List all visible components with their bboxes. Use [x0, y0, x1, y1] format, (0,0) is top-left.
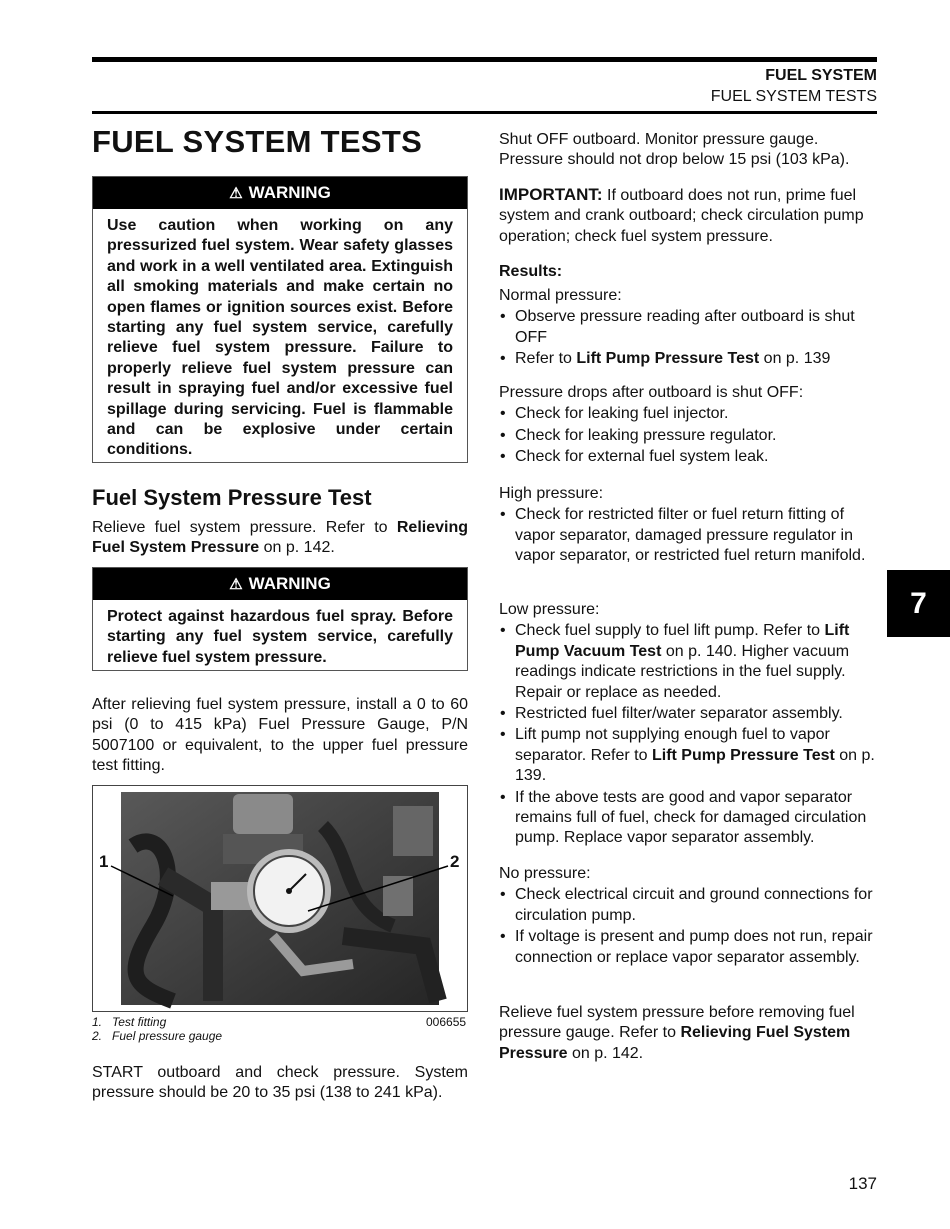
shutoff-paragraph: Shut OFF outboard. Monitor pressure gauge. Pressure should not drop below 15 psi (103 kPa). [499, 131, 850, 169]
item-text: on p. 139. [515, 746, 875, 785]
warning-box-2 [92, 567, 468, 671]
relieve-link[interactable]: Relieving Fuel System Pressure [92, 519, 468, 557]
low-pressure-list [499, 621, 877, 848]
list-item [499, 349, 877, 369]
low-pressure-block [499, 600, 877, 849]
list-item: • Observe pressure reading after outboard is shut OFF [499, 307, 877, 348]
high-pressure-block [499, 484, 877, 567]
figure-number: 006655 [426, 1015, 467, 1029]
top-rule [92, 57, 877, 62]
page-number: 137 [848, 1174, 877, 1193]
lift-pump-pressure-link[interactable]: Lift Pump Pressure Test [651, 746, 835, 764]
warning-triangle-icon: ⚠ [229, 576, 243, 593]
relieve-paragraph [92, 518, 468, 559]
item-text: Check fuel supply to fuel lift pump. Refer to [515, 622, 825, 640]
figure-photo [92, 785, 468, 1012]
page-title: FUEL SYSTEM TESTS [92, 124, 423, 159]
pressure-drops-label: Pressure drops after outboard is shut OFF: [499, 384, 804, 401]
list-item [499, 725, 877, 786]
no-pressure-block [499, 864, 877, 968]
pressure-drops-list [499, 404, 877, 467]
callout-1: 1 [99, 852, 109, 871]
warning-triangle-icon: ⚠ [229, 185, 243, 202]
figure-caption-1: 1. Test fitting [92, 1015, 167, 1029]
relieve-tail: on p. 142. [259, 539, 335, 557]
item-text: Lift pump not supplying enough fuel to vapor separator. Refer to [515, 726, 830, 764]
final-text: Relieve fuel system pressure before removing fuel pressure gauge. Refer to [499, 1004, 855, 1042]
warning-label: WARNING [248, 574, 331, 593]
item-text: Refer to [515, 350, 577, 368]
normal-pressure-block [499, 286, 877, 370]
warning-header [93, 568, 467, 600]
warning-label: WARNING [248, 183, 331, 202]
start-paragraph: START outboard and check pressure. System pressure should be 20 to 35 psi (138 to 241 kPa). [92, 1064, 468, 1102]
normal-pressure-label: Normal pressure: [499, 287, 622, 304]
item-text: on p. 139 [759, 350, 831, 368]
chapter-tab[interactable]: 7 [887, 570, 950, 637]
item-text: on p. 140. Higher vacuum readings indicate restrictions in the fuel supply. Repair or replace as needed. [515, 642, 850, 701]
lift-pump-pressure-link[interactable]: Lift Pump Pressure Test [576, 350, 760, 368]
important-text: If outboard does not run, prime fuel system and crank outboard; check circulation pump operation; check fuel system pressure. [499, 187, 864, 245]
header-subsection: FUEL SYSTEM TESTS [710, 88, 877, 105]
list-item: • Check for restricted filter or fuel return fitting of vapor separator, damaged pressure regulator in vapor separator, or restricted fuel return manifold. [499, 505, 877, 566]
final-paragraph [499, 1003, 877, 1064]
list-item: • If voltage is present and pump does not run, repair connection or replace vapor separator assembly. [499, 927, 877, 968]
no-pressure-list [499, 885, 877, 968]
important-paragraph [499, 185, 877, 247]
list-item: • Check electrical circuit and ground connections for circulation pump. [499, 885, 877, 926]
pressure-drops-block [499, 383, 877, 468]
callout-2: 2 [450, 852, 460, 871]
list-item: • Check for leaking pressure regulator. [499, 426, 877, 446]
header-rule [92, 111, 877, 114]
install-paragraph: After relieving fuel system pressure, install a 0 to 60 psi (0 to 415 kPa) Fuel Pressure Gauge, P/N 5007100 or equivalent, to the upper fuel pressure test fitting. [92, 696, 468, 775]
normal-pressure-list [499, 307, 877, 369]
list-item [499, 621, 877, 703]
warning-header [93, 177, 467, 209]
list-item: • Check for leaking fuel injector. [499, 404, 877, 424]
important-label: IMPORTANT: [499, 185, 603, 204]
low-pressure-label: Low pressure: [499, 601, 600, 618]
results-heading: Results: [499, 263, 563, 280]
list-item: • Check for external fuel system leak. [499, 447, 877, 467]
relieving-pressure-link[interactable]: Relieving Fuel System Pressure [499, 1024, 851, 1062]
high-pressure-label: High pressure: [499, 485, 604, 502]
list-item: • If the above tests are good and vapor separator remains full of fuel, check for damaged circulation pump. Replace vapor separator assembly. [499, 788, 877, 849]
figure-caption-2: 2. Fuel pressure gauge [92, 1029, 223, 1043]
header-section: FUEL SYSTEM [765, 67, 877, 84]
warning-box-1 [92, 176, 468, 463]
high-pressure-list [499, 505, 877, 566]
final-tail: on p. 142. [567, 1044, 644, 1062]
warning-text: Use caution when working on any pressurized fuel system. Wear safety glasses and work in a well ventilated area. Extinguish all smoking materials and make certain no open flames or ignition sources exist. Before starting any fuel system service, carefully relieve fuel system pressure. Failure to properly relieve fuel system pressure can result in spraying fuel and/or excessive fuel spillage during servicing. Fuel is flammable and can be explosive under certain conditions. [107, 217, 453, 459]
lift-pump-vacuum-link[interactable]: Lift Pump Vacuum Test [515, 622, 850, 660]
no-pressure-label: No pressure: [499, 865, 591, 882]
section-heading: Fuel System Pressure Test [92, 485, 372, 510]
list-item: • Restricted fuel filter/water separator assembly. [499, 704, 877, 724]
warning-text: Protect against hazardous fuel spray. Before starting any fuel system service, carefully relieve fuel system pressure. [107, 608, 453, 666]
relieve-text: Relieve fuel system pressure. Refer to [92, 519, 397, 536]
engine-photo-illustration [93, 786, 467, 1011]
